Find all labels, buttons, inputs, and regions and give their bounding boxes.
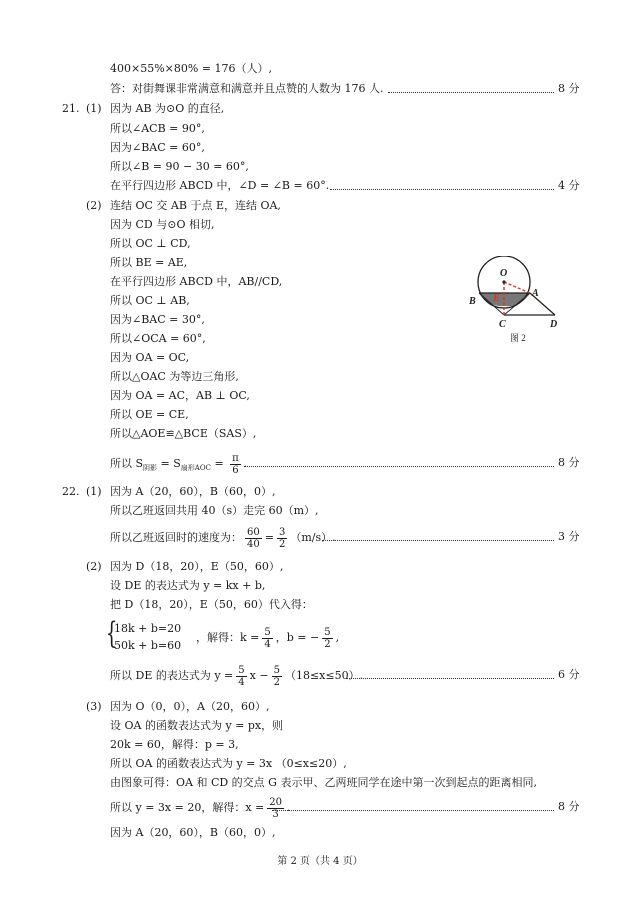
q22-p2-expression-line: [110, 664, 363, 688]
solve-mid: ，b = −: [275, 631, 320, 644]
system-equation-1: 18k + b=20: [114, 622, 182, 635]
expr-mid: x −: [249, 669, 269, 682]
q20-score: 8 分: [558, 82, 580, 95]
q21-p2-line: 因为 CD 与⊙O 相切,: [110, 218, 215, 231]
fraction-denominator: 4: [264, 638, 271, 650]
q22-number: 22.: [62, 485, 80, 498]
score-leader: [346, 678, 554, 679]
label-a: A: [532, 288, 539, 299]
q21-p1-score: 4 分: [558, 179, 580, 192]
fraction-denominator: 2: [278, 538, 286, 550]
q21-p2-line: 连结 OC 交 AB 于点 E，连结 OA,: [110, 199, 281, 212]
q21-p2-line: 所以△AOE≌△BCE（SAS）,: [110, 427, 257, 440]
q21-p2-line: 因为 OA = AC，AB ⊥ OC,: [110, 389, 250, 402]
q21-p2-line: 所以 OE = CE,: [110, 408, 189, 421]
q21-p1-line: 所以∠ACB = 90°,: [110, 122, 205, 135]
area-mid: = S: [157, 457, 181, 470]
area-sub-shaded: 阴影: [143, 464, 158, 473]
q21-p2-area-line: [110, 452, 247, 480]
fraction-denominator: 2: [273, 676, 280, 688]
q22-p2-score: 6 分: [558, 668, 580, 681]
page-footer: 第 2 页（共 4 页）: [277, 856, 363, 867]
fraction-denominator: 40: [247, 538, 260, 550]
label-b: B: [469, 296, 476, 307]
speed-prefix: 所以乙班返回时的速度为：: [110, 531, 242, 544]
q22-p1-line: 所以乙班返回共用 40（s）走完 60（m）,: [110, 504, 319, 517]
fraction-numerator: 5: [238, 664, 245, 676]
solve-x-end: .: [286, 801, 291, 814]
q20-calc-line: 400×55%×80% = 176（人）,: [110, 62, 273, 75]
expr-prefix: 所以 DE 的表达式为 y =: [110, 669, 234, 682]
q22-p1-speed-line: [110, 526, 336, 550]
area-end: .: [243, 457, 248, 470]
q21-p2-line: 所以∠OCA = 60°,: [110, 332, 206, 345]
q21-part2-label: (2): [86, 199, 102, 212]
q22-p3-score: 8 分: [558, 800, 580, 813]
q21-p2-line: 所以 BE = AE,: [110, 256, 188, 269]
solve-prefix: ，解得：k =: [196, 631, 260, 644]
q22-p2-line: 因为 D（18，20），E（50，60）,: [110, 560, 284, 573]
q21-p2-score: 8 分: [558, 456, 580, 469]
q21-p2-line: 所以 OC ⊥ AB,: [110, 294, 190, 307]
q22-p2-line: 把 D（18，20），E（50，60）代入得：: [110, 598, 313, 611]
q22-p3-line: 因为 O（0，0），A（20，60）,: [110, 700, 270, 713]
q21-number: 21.: [62, 102, 80, 115]
fraction-denominator: 3: [272, 808, 279, 820]
score-leader: [388, 92, 554, 93]
fraction-numerator: 5: [264, 626, 271, 638]
speed-eq: =: [264, 531, 274, 544]
q22-p3-line: 由图象可得：OA 和 CD 的交点 G 表示甲、乙两班同学在途中第一次到起点的距离相同,: [110, 776, 537, 789]
fraction-numerator: 20: [269, 796, 282, 808]
q22-p1-score: 3 分: [558, 530, 580, 543]
fraction-numerator: 5: [324, 626, 331, 638]
label-d: D: [550, 319, 558, 330]
fraction-k: [262, 627, 272, 650]
speed-suffix: （m/s）.: [290, 531, 336, 544]
fraction-numerator: 5: [273, 664, 280, 676]
system-equation-2: 50k + b=60: [114, 639, 182, 652]
q21-part1-label: (1): [86, 102, 102, 115]
score-leader: [272, 810, 554, 811]
q22-p2-line: 设 DE 的表达式为 y = kx + b,: [110, 579, 266, 592]
fraction-denominator: 4: [238, 676, 245, 688]
figure-caption: 图 2: [510, 333, 526, 343]
expr-end: （18≤x≤50）.: [284, 669, 364, 682]
q22-p2-solution: [196, 626, 339, 650]
q22-part1-label: (1): [86, 485, 102, 498]
q21-p2-line: 因为∠BAC = 30°,: [110, 313, 205, 326]
figure-2-diagram: [464, 256, 568, 348]
fraction-denominator: 6: [232, 464, 239, 476]
fraction-5-4: [236, 665, 246, 688]
q20-answer-line: 答：对街舞课非常满意和满意并且点赞的人数为 176 人.: [110, 82, 384, 95]
q21-p1-line: 因为∠BAC = 60°,: [110, 141, 205, 154]
score-leader: [330, 189, 554, 190]
fraction-5-2: [272, 665, 282, 688]
q21-p2-line: 所以△OAC 为等边三角形,: [110, 370, 239, 383]
score-leader: [244, 466, 554, 467]
fraction-3-2: [277, 527, 287, 550]
q22-p3-solve-line: [110, 796, 290, 820]
fraction-denominator: 2: [324, 638, 331, 650]
q22-p3-line: 所以 OA 的函数表达式为 y = 3x （0≤x≤20）,: [110, 757, 347, 770]
q22-part3-label: (3): [86, 700, 102, 713]
q21-p1-line: 在平行四边形 ABCD 中，∠D = ∠B = 60°.: [110, 179, 330, 192]
q22-p3-line: 设 OA 的函数表达式为 y = px，则: [110, 719, 284, 732]
solve-end: ,: [335, 631, 340, 644]
label-e: E: [493, 293, 500, 304]
q22-p3-line: 因为 A（20，60），B（60，0）,: [110, 826, 276, 839]
q21-p2-line: 所以 OC ⊥ CD,: [110, 237, 191, 250]
q22-p1-line: 因为 A（20，60），B（60，0）,: [110, 485, 276, 498]
point-o: [502, 280, 505, 283]
label-o: O: [500, 268, 508, 279]
q21-p2-line: 因为 OA = OC,: [110, 351, 190, 364]
area-sub-sector: 扇形AOC: [180, 464, 211, 473]
q21-p1-line: 所以∠B = 90 − 30 = 60°,: [110, 160, 249, 173]
q22-p3-line: 20k = 60，解得：p = 3,: [110, 738, 239, 751]
fraction-numerator: 3: [278, 526, 286, 538]
score-leader: [322, 540, 554, 541]
solve-x-prefix: 所以 y = 3x = 20，解得：x =: [110, 801, 265, 814]
fraction-numerator: π: [232, 452, 239, 464]
area-prefix: 所以 S: [110, 457, 144, 470]
segment-oa-dashed: [504, 282, 530, 293]
fraction-20-3: [267, 797, 284, 820]
fraction-numerator: 60: [247, 526, 260, 538]
fraction-60-40: [245, 527, 262, 550]
q21-p1-line: 因为 AB 为⊙O 的直径,: [110, 102, 225, 115]
pi-over-6-fraction: [230, 453, 241, 476]
q21-p2-line: 在平行四边形 ABCD 中，AB//CD,: [110, 275, 283, 288]
area-eq: =: [210, 457, 228, 470]
q22-part2-label: (2): [86, 560, 102, 573]
fraction-b: [322, 627, 332, 650]
label-c: C: [499, 319, 506, 330]
equation-system-brace: {: [105, 616, 118, 651]
